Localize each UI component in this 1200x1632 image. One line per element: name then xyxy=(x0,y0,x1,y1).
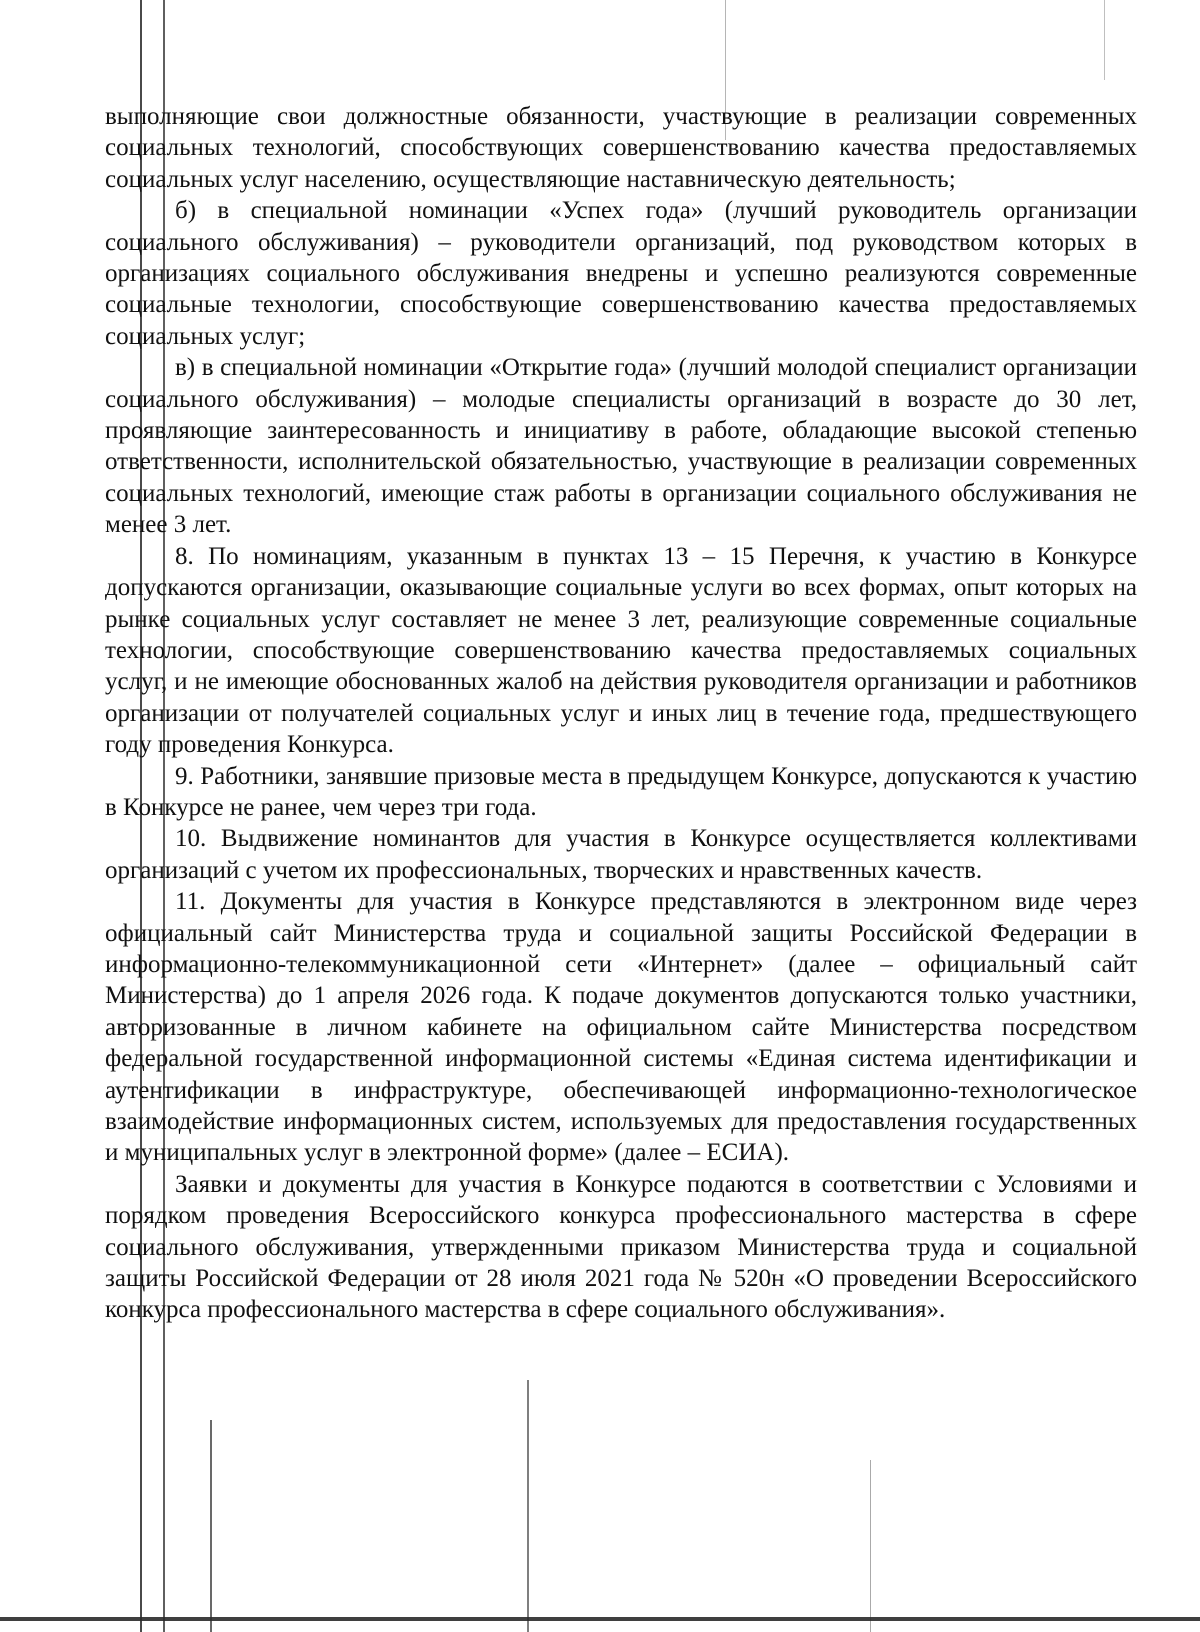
paragraph-clause-11: 11. Документы для участия в Конкурсе представляются в электронном виде через официальный сайт Министерства труда и социальной защиты Российской Федерации в информационно-телекоммуникационной сети «Интернет» (далее – официальный сайт Министерства) до 1 апреля 2026 года. К подаче документов допускаются только участники, авторизованные в личном кабинете на официальном сайте Министерства посредством федеральной государственной информационной системы «Единая система идентификации и аутентификации в инфраструктуре, обеспечивающей информационно-технологическое взаимодействие информационных систем, используемых для предоставления государственных и муниципальных услуг в электронной форме» (далее – ЕСИА). xyxy=(105,888,1137,1167)
scan-artifact-line xyxy=(210,1420,212,1632)
paragraph-clause-9: 9. Работники, занявшие призовые места в предыдущем Конкурсе, допускаются к участию в Конкурсе не ранее, чем через три года. xyxy=(105,762,1137,821)
scan-artifact-line xyxy=(527,1380,529,1632)
paragraph-item-b: б) в специальной номинации «Успех года» (лучший руководитель организации социального обслуживания) – руководители организаций, под руководством которых в организациях социального обслуживания внедрены и успешно реализуются современные социальные технологии, способствующие совершенствованию качества предоставляемых социальных услуг; xyxy=(105,197,1137,350)
paragraph-clause-10: 10. Выдвижение номинантов для участия в Конкурсе осуществляется коллективами организаций с учетом их профессиональных, творческих и нравственных качеств. xyxy=(105,825,1137,884)
document-body xyxy=(105,101,1137,1326)
scan-artifact-line xyxy=(1104,0,1105,80)
paragraph-item-v: в) в специальной номинации «Открытие года» (лучший молодой специалист организации социального обслуживания) – молодые специалисты организаций в возрасте до 30 лет, проявляющие заинтересованность и инициативу в работе, обладающие высокой степенью ответственности, исполнительской обязательностью, участвующие в реализации современных социальных технологий, имеющие стаж работы в организации социального обслуживания не менее 3 лет. xyxy=(105,354,1137,539)
paragraph-applications: Заявки и документы для участия в Конкурсе подаются в соответствии с Условиями и порядком проведения Всероссийского конкурса профессионального мастерства в сфере социального обслуживания, утвержденными приказом Министерства труда и социальной защиты Российской Федерации от 28 июля 2021 года № 520н «О проведении Всероссийского конкурса профессионального мастерства в сфере социального обслуживания». xyxy=(105,1170,1137,1324)
paragraph-continuation: выполняющие свои должностные обязанности, участвующие в реализации современных социальных технологий, способствующих совершенствованию качества предоставляемых социальных услуг населению, осуществляющие наставническую деятельность; xyxy=(105,103,1137,193)
scan-bottom-edge xyxy=(0,1617,1200,1621)
paragraph-clause-8: 8. По номинациям, указанным в пунктах 13 – 15 Перечня, к участию в Конкурсе допускаются организации, оказывающие социальные услуги во всех формах, опыт которых на рынке социальных услуг составляет не менее 3 лет, реализующие современные социальные технологии, способствующие совершенствованию качества предоставляемых социальных услуг, и не имеющие обоснованных жалоб на действия руководителя организации и работников организации от получателей социальных услуг и иных лиц в течение года, предшествующего году проведения Конкурса. xyxy=(105,542,1137,759)
scan-artifact-line xyxy=(870,1460,871,1632)
